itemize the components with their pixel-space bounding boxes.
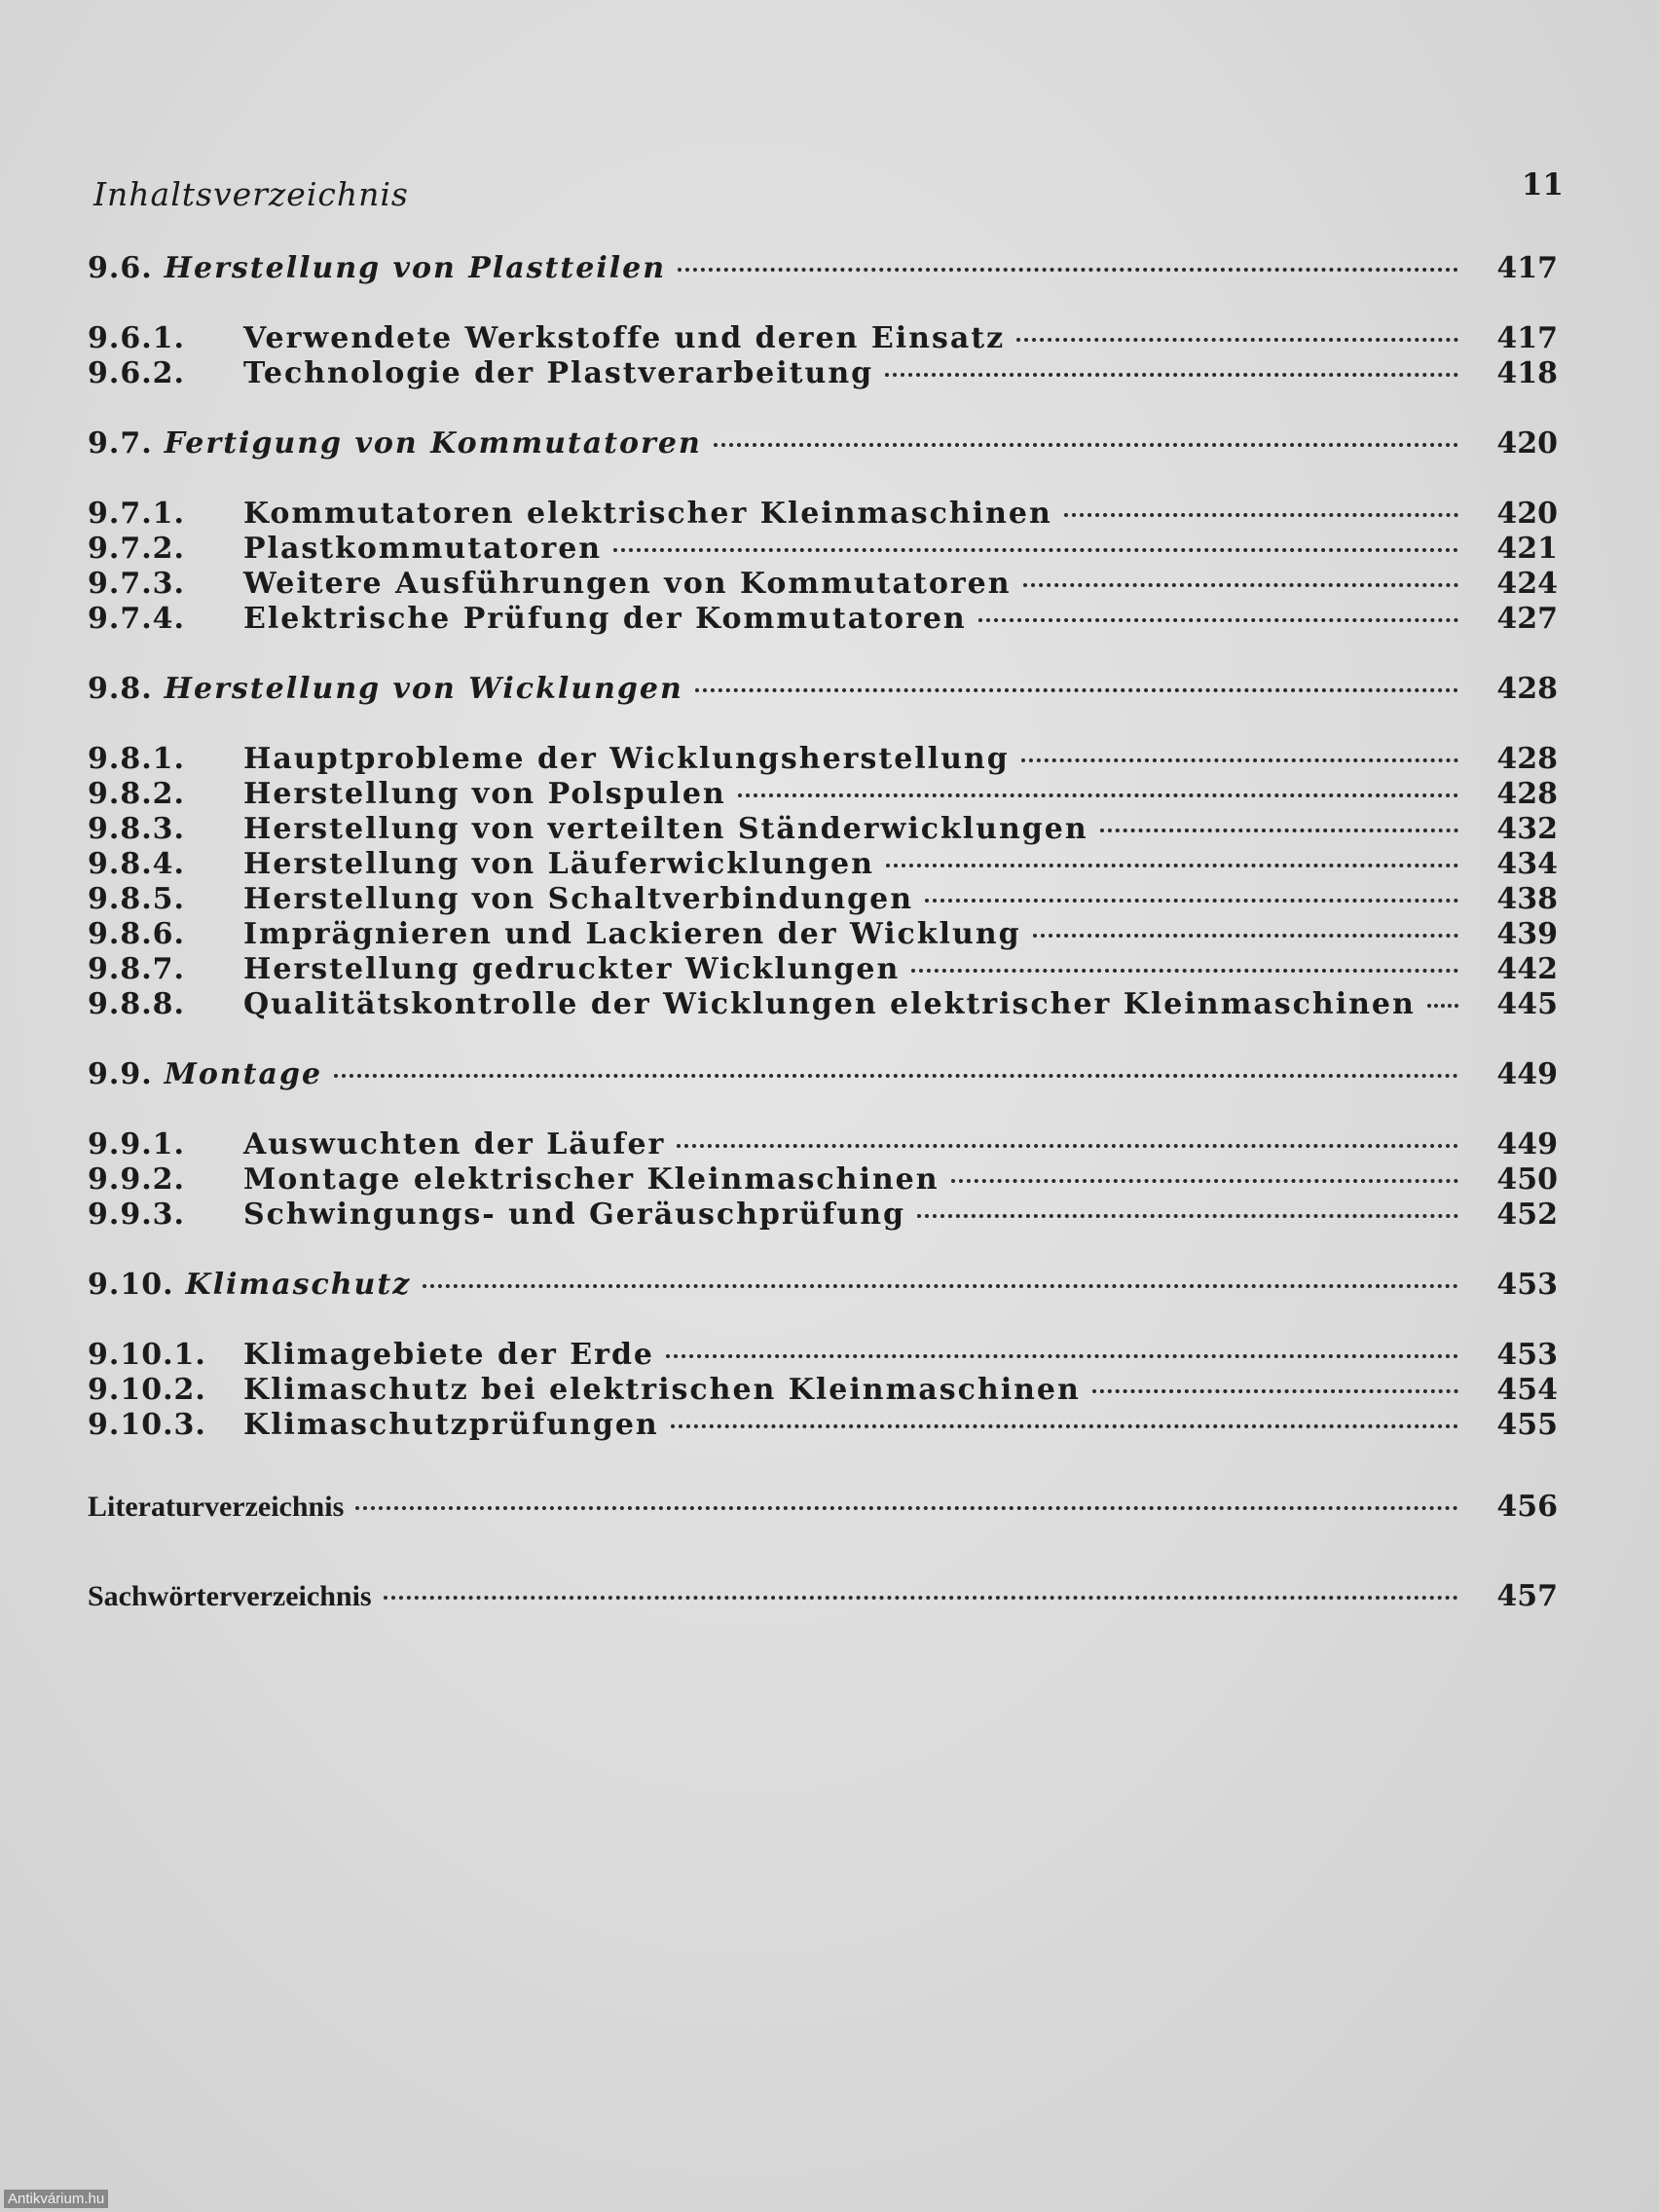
- toc-entry-title: Schwingungs- und Geräuschprüfung: [243, 1198, 906, 1232]
- toc-entry-title: Herstellung von Polspulen: [243, 777, 726, 811]
- toc-subsection-entry: [88, 1198, 1558, 1233]
- toc-subsection-entry: [88, 321, 1558, 356]
- toc-entry-page: 453: [1496, 1338, 1558, 1372]
- dot-leader: [1092, 1389, 1458, 1393]
- toc-entry-number: 9.10.1.: [88, 1338, 206, 1372]
- toc-subsection-entry: [88, 917, 1558, 952]
- dot-leader: [678, 268, 1458, 272]
- toc-entry-title: Qualitätskontrolle der Wicklungen elektrischer Kleinmaschinen: [243, 987, 1416, 1021]
- toc-entry-title: Elektrische Prüfung der Kommutatoren: [243, 602, 967, 636]
- dot-leader: [613, 548, 1458, 552]
- toc-subsection-entry: [88, 1408, 1558, 1443]
- toc-entry-page: 420: [1496, 497, 1558, 531]
- dot-leader: [355, 1506, 1458, 1510]
- running-title: Inhaltsverzeichnis: [93, 175, 409, 213]
- toc-appendix-entry: [88, 1579, 1558, 1622]
- toc-entry-page: 428: [1496, 742, 1558, 776]
- toc-entry-number: 9.6.2.: [88, 356, 185, 390]
- toc-entry-title: Sachwörterverzeichnis: [88, 1580, 372, 1612]
- dot-leader: [885, 373, 1458, 377]
- toc-entry-page: 417: [1496, 251, 1558, 285]
- toc-entry-title: Kommutatoren elektrischer Kleinmaschinen: [243, 497, 1052, 531]
- dot-leader: [1023, 583, 1458, 587]
- watermark: Antikvárium.hu: [4, 2190, 108, 2208]
- toc-section-entry: [88, 426, 1558, 461]
- toc-entry-number: 9.8.1.: [88, 742, 185, 776]
- toc-entry-page: 421: [1496, 532, 1558, 566]
- toc-entry-title: Herstellung von Schaltverbindungen: [243, 882, 914, 916]
- toc-entry-number: 9.7.3.: [88, 567, 185, 601]
- toc-entry-title: Montage elektrischer Kleinmaschinen: [243, 1162, 940, 1197]
- toc-entry-page: 428: [1496, 672, 1558, 706]
- toc-entry-number: 9.7.4.: [88, 602, 185, 636]
- toc-entry-title: Herstellung von verteilten Ständerwicklungen: [243, 812, 1088, 846]
- dot-leader: [978, 618, 1458, 622]
- toc-entry-number: 9.10.2.: [88, 1373, 206, 1407]
- dot-leader: [738, 793, 1458, 797]
- toc-entry-number: 9.7.: [88, 426, 153, 461]
- toc-entry-page: 427: [1496, 602, 1558, 636]
- toc-entry-title: Fertigung von Kommutatoren: [164, 426, 702, 461]
- toc-entry-title: Herstellung gedruckter Wicklungen: [243, 952, 901, 986]
- toc-entry-number: 9.8.4.: [88, 847, 185, 881]
- toc-subsection-entry: [88, 987, 1558, 1022]
- toc-entry-title: Plastkommutatoren: [243, 532, 603, 566]
- toc-section-entry: [88, 672, 1558, 707]
- toc-subsection-entry: [88, 1162, 1558, 1198]
- toc-entry-number: 9.8.2.: [88, 777, 185, 811]
- toc-entry-page: 452: [1496, 1198, 1558, 1232]
- toc-entry-title: Montage: [164, 1057, 323, 1091]
- toc-entry-page: 428: [1496, 777, 1558, 811]
- toc-subsection-entry: [88, 777, 1558, 812]
- toc-entry-title: Klimagebiete der Erde: [243, 1338, 655, 1372]
- toc-subsection-entry: [88, 882, 1558, 917]
- toc-entry-number: 9.9.: [88, 1057, 153, 1091]
- toc-appendix-entry: [88, 1490, 1558, 1532]
- dot-leader: [714, 443, 1458, 447]
- toc-subsection-entry: [88, 742, 1558, 777]
- dot-leader: [886, 864, 1458, 867]
- toc-entry-number: 9.7.1.: [88, 497, 185, 531]
- toc-subsection-entry: [88, 1127, 1558, 1162]
- toc-subsection-entry: [88, 1373, 1558, 1408]
- toc-entry-number: 9.8.5.: [88, 882, 185, 916]
- toc-entry-title: Auswuchten der Läufer: [243, 1127, 666, 1161]
- toc-entry-page: 456: [1496, 1490, 1558, 1524]
- toc-subsection-entry: [88, 532, 1558, 567]
- toc-subsection-entry: [88, 812, 1558, 847]
- toc-entry-page: 449: [1496, 1127, 1558, 1161]
- dot-leader: [423, 1284, 1458, 1288]
- dot-leader: [1100, 829, 1458, 832]
- toc-subsection-entry: [88, 847, 1558, 882]
- toc-entry-page: 434: [1496, 847, 1558, 881]
- toc-entry-page: 432: [1496, 812, 1558, 846]
- toc-entry-page: 417: [1496, 321, 1558, 355]
- dot-leader: [911, 969, 1458, 973]
- toc-entry-number: 9.6.1.: [88, 321, 185, 355]
- toc-entry-page: 442: [1496, 952, 1558, 986]
- toc-subsection-entry: [88, 1338, 1558, 1373]
- toc-entry-title: Verwendete Werkstoffe und deren Einsatz: [243, 321, 1006, 355]
- toc-entry-title: Herstellung von Plastteilen: [164, 251, 667, 285]
- toc-entry-number: 9.6.: [88, 251, 153, 285]
- toc-subsection-entry: [88, 567, 1558, 602]
- dot-leader: [671, 1424, 1458, 1428]
- dot-leader: [384, 1596, 1458, 1600]
- toc-entry-title: Klimaschutz: [185, 1268, 412, 1302]
- toc-entry-title: Klimaschutz bei elektrischen Kleinmaschinen: [243, 1373, 1081, 1407]
- toc-entry-number: 9.7.2.: [88, 532, 185, 566]
- dot-leader: [666, 1354, 1458, 1358]
- toc-section-entry: [88, 1057, 1558, 1092]
- dot-leader: [695, 688, 1458, 692]
- dot-leader: [917, 1214, 1458, 1218]
- toc-entry-page: 420: [1496, 426, 1558, 461]
- toc-subsection-entry: [88, 602, 1558, 637]
- toc-entry-number: 9.8.7.: [88, 952, 185, 986]
- toc-section-entry: [88, 251, 1558, 286]
- toc-entry-title: Herstellung von Läuferwicklungen: [243, 847, 874, 881]
- dot-leader: [925, 899, 1458, 903]
- toc-entry-number: 9.8.6.: [88, 917, 185, 951]
- toc-entry-page: 454: [1496, 1373, 1558, 1407]
- toc-entry-page: 445: [1496, 987, 1558, 1021]
- toc-entry-page: 439: [1496, 917, 1558, 951]
- toc-entry-page: 438: [1496, 882, 1558, 916]
- toc-entry-title: Literaturverzeichnis: [88, 1491, 345, 1523]
- toc-entry-title: Hauptprobleme der Wicklungsherstellung: [243, 742, 1010, 776]
- dot-leader: [951, 1179, 1458, 1183]
- toc-subsection-entry: [88, 952, 1558, 987]
- toc-subsection-entry: [88, 497, 1558, 532]
- toc-entry-number: 9.9.1.: [88, 1127, 185, 1161]
- table-of-contents: [88, 251, 1558, 1622]
- dot-leader: [1427, 1004, 1458, 1008]
- dot-leader: [1021, 758, 1458, 762]
- toc-entry-page: 457: [1496, 1579, 1558, 1613]
- toc-entry-title: Herstellung von Wicklungen: [164, 672, 683, 706]
- toc-subsection-entry: [88, 356, 1558, 391]
- toc-entry-page: 449: [1496, 1057, 1558, 1091]
- dot-leader: [677, 1144, 1458, 1148]
- page-number: 11: [1521, 167, 1564, 203]
- toc-entry-number: 9.10.: [88, 1268, 174, 1302]
- toc-entry-page: 418: [1496, 356, 1558, 390]
- toc-entry-title: Technologie der Plastverarbeitung: [243, 356, 874, 390]
- toc-entry-number: 9.9.3.: [88, 1198, 185, 1232]
- toc-section-entry: [88, 1268, 1558, 1303]
- page-header: [93, 167, 1564, 226]
- dot-leader: [1016, 338, 1458, 342]
- toc-entry-number: 9.10.3.: [88, 1408, 206, 1442]
- toc-entry-title: Imprägnieren und Lackieren der Wicklung: [243, 917, 1021, 951]
- toc-entry-number: 9.9.2.: [88, 1162, 185, 1197]
- toc-entry-title: Weitere Ausführungen von Kommutatoren: [243, 567, 1012, 601]
- toc-entry-number: 9.8.3.: [88, 812, 185, 846]
- toc-entry-number: 9.8.: [88, 672, 153, 706]
- toc-entry-page: 453: [1496, 1268, 1558, 1302]
- toc-entry-title: Klimaschutzprüfungen: [243, 1408, 659, 1442]
- dot-leader: [1064, 513, 1458, 517]
- toc-entry-number: 9.8.8.: [88, 987, 185, 1021]
- toc-entry-page: 455: [1496, 1408, 1558, 1442]
- dot-leader: [1033, 934, 1458, 938]
- dot-leader: [334, 1074, 1458, 1078]
- toc-entry-page: 450: [1496, 1162, 1558, 1197]
- toc-entry-page: 424: [1496, 567, 1558, 601]
